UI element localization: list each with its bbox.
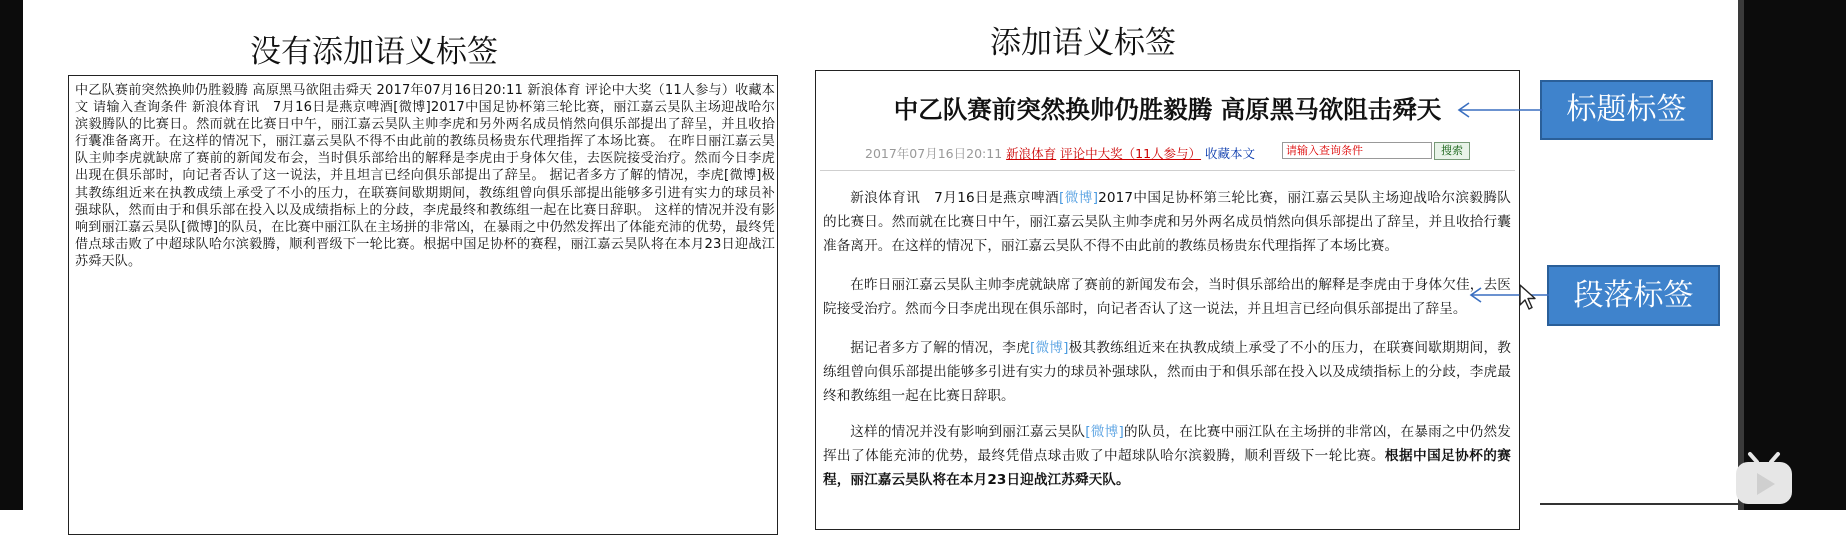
- title-tag-label: 标题标签: [1540, 80, 1713, 140]
- comment-link[interactable]: 评论中大奖（11人参与）: [1060, 146, 1202, 161]
- plain-page-text: 中乙队赛前突然换帅仍胜毅腾 高原黑马欲阻击舜天 2017年07月16日20:11 新浪体育 评论中大奖（11人参与）收藏本文 请输入查询条件 新浪体育讯 7月16日是燕京啤酒[微博]2017中国足协杯第三轮比赛，丽江嘉云昊队主场迎战哈尔滨毅腾队的比赛日。然而就在比赛日中午，丽江嘉云昊队主帅李虎和另外两名成员悄然向俱乐部提出了辞呈，并且收拾行囊准备离开。在这样的情况下，丽江嘉云昊队不得不由此前的教练员杨贵东代理指挥了本场比赛。 在昨日丽江嘉云昊队主帅李虎就缺席了赛前的新闻发布会，当时俱乐部给出的解释是李虎由于身体欠佳，去医院接受治疗。然而今日李虎出现在俱乐部时，向记者否认了这一说法，并且坦言已经向俱乐部提出了辞呈。 据记者多方了解的情况，李虎[微博]极其教练组近来在执教成绩上承受了不小的压力，在联赛间歇期期间，教练组曾向俱乐部提出能够多引进有实力的球员补强球队，然而由于和俱乐部在投入以及成绩指标上的分歧，李虎最终和教练组一起在比赛日辞职。 这样的情况并没有影响到丽江嘉云昊队[微博]的队员，在比赛中丽江队在主场拼的非常凶，在暴雨之中仍然发挥出了体能充沛的优势，最终凭借点球击败了中超球队哈尔滨毅腾，顺利晋级下一轮比赛。根据中国足协杯的赛程，丽江嘉云昊队将在本月23日迎战江苏舜天队。: [75, 83, 775, 269]
- article-meta: [865, 144, 1255, 162]
- paragraph-tag-label: 段落标签: [1547, 265, 1720, 326]
- weibo-link[interactable]: [微博]: [1085, 424, 1124, 440]
- article-paragraph: 新浪体育讯 7月16日是燕京啤酒[微博]2017中国足协杯第三轮比赛，丽江嘉云昊队主场迎战哈尔滨毅腾队的比赛日。然而就在比赛日中午，丽江嘉云昊队主帅李虎和另外两名成员悄然向俱乐部提出了辞呈，并且收拾行囊准备离开。在这样的情况下，丽江嘉云昊队不得不由此前的教练员杨贵东代理指挥了本场比赛。: [823, 190, 1511, 254]
- meta-datetime: 2017年07月16日20:11: [865, 146, 1003, 161]
- favorite-link[interactable]: 收藏本文: [1205, 146, 1256, 161]
- weibo-link[interactable]: [微博]: [1029, 340, 1069, 356]
- right-black-bar: [1738, 0, 1846, 510]
- paragraph-arrow-icon: [1467, 285, 1551, 305]
- article-title: 中乙队赛前突然换帅仍胜毅腾 高原黑马欲阻击舜天: [893, 95, 1442, 124]
- search-button[interactable]: 搜索: [1434, 142, 1470, 160]
- mouse-pointer-icon: [1518, 283, 1538, 311]
- article-paragraph: 这样的情况并没有影响到丽江嘉云昊队[微博]的队员，在比赛中丽江队在主场拼的非常凶，在暴雨之中仍然发挥出了体能充沛的优势，最终凭借点球击败了中超球队哈尔滨毅腾，顺利晋级下一轮比赛。根据中国足协杯的赛程，丽江嘉云昊队将在本月23日迎战江苏舜天队。: [823, 424, 1511, 488]
- title-arrow-icon: [1455, 100, 1545, 120]
- source-link[interactable]: 新浪体育: [1006, 146, 1057, 161]
- article-paragraph: 据记者多方了解的情况，李虎[微博]极其教练组近来在执教成绩上承受了不小的压力，在联赛间歇期期间，教练组曾向俱乐部提出能够多引进有实力的球员补强球队，然而由于和俱乐部在投入以及成绩指标上的分歧，李虎最终和教练组一起在比赛日辞职。: [823, 340, 1511, 404]
- bottom-right-edge: [1540, 503, 1740, 505]
- meta-divider: [820, 170, 1515, 171]
- article-paragraph: 在昨日丽江嘉云昊队主帅李虎就缺席了赛前的新闻发布会，当时俱乐部给出的解释是李虎由于身体欠佳，去医院接受治疗。然而今日李虎出现在俱乐部时，向记者否认了这一说法，并且坦言已经向俱乐部提出了辞呈。: [823, 277, 1511, 317]
- left-black-bar: [0, 0, 23, 510]
- left-heading: 没有添加语义标签: [250, 34, 498, 70]
- play-logo-icon: [1730, 450, 1798, 506]
- search-input[interactable]: 请输入查询条件: [1282, 142, 1432, 159]
- weibo-link[interactable]: [微博]: [1059, 190, 1099, 206]
- right-heading: 添加语义标签: [990, 25, 1176, 61]
